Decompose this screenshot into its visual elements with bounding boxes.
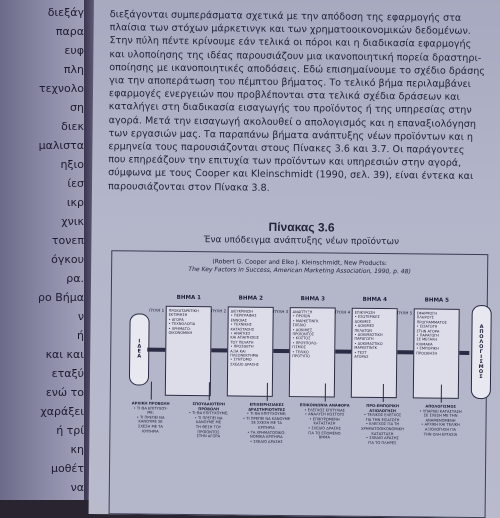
left-page-line: διεξάγ [47, 6, 84, 19]
body-line: Στην πύλη πέντε κρίνουμε εάν τελικά οι πόροι και η διαδικασία εφαρμογής [109, 35, 472, 51]
stage-box [413, 297, 460, 398]
left-page-line: ν [77, 310, 84, 323]
gate-note-title: ΕΠΙΧΕΙΡΗΣΙΑΚΕΣ ΔΡΑΣΤΗΡΙΟΤΗΤΕΣ [248, 402, 286, 412]
gate-note-line: ΣΤΗΝ ΑΓΟΡΑ [196, 434, 221, 439]
stage-line: ΑΞΙΑ ΚΑΙ [230, 349, 246, 354]
stage-line: ΕΝΝΟΙΑΣ [230, 318, 247, 323]
stage-line: ΚΑΙ ΑΠΑΙΤΗΣΕΙΣ [230, 335, 259, 341]
left-page-line: και και [45, 348, 84, 361]
gate-note-line: ΣΕ ΣΧΕΣΗ ΜΕ ΤΗΝ [423, 413, 458, 419]
table-subtitle: Ένα υπόδειγμα ανάπτυξης νέων προϊόντων [203, 235, 400, 248]
left-page-line: ενώ το [45, 386, 84, 399]
gate-connector-line [383, 384, 384, 402]
gate-note-line: ΝΟΜΙΚΑ ΚΡΙΤΗΡΙΑ [250, 434, 283, 440]
left-page [0, 0, 88, 500]
stage-line: ΑΓΟΡΑΣ [354, 354, 369, 359]
stage-line: • ΑΝΑΓΚΕΣ [230, 331, 251, 336]
left-page-line: ση [70, 101, 84, 114]
body-line: και υλοποίησης της ιδέας παρουσιάζουν μια ικανοποιητική πορεία δραστηρι- [109, 48, 482, 64]
oval-letter: Σ [479, 358, 483, 365]
left-page-line: ηξιο [60, 158, 84, 171]
gate-note-line: ΚΑΤΑΣΤΑΣΗ [313, 421, 336, 426]
stage-line: • ΠΕΡΙΓΡΑΦΗΣ [230, 313, 257, 319]
oval-letter: Μ [478, 363, 484, 370]
gate-note-line: • ΣΧΕΔΙΟ ΔΡΑΣΗΣ [307, 426, 341, 431]
stage-line: ΔΙΕΥΚΡΙΝΙΣΗ [230, 309, 253, 314]
gate-note-line: ΓΙΑ ΤΗΝ ΕΙΣΑΓΩΓΗ [365, 417, 400, 423]
body-line: αγορά. Μετά την εισαγωγή ακολουθεί ο απολογισμός και η επαναξιολόγηση [108, 114, 477, 130]
stage-line: • ΤΕΧΝΟΛΟΓΙΑ [168, 322, 196, 327]
gate-note-line: ΑΞΙΟΛΟΓΗΣΗ ΓΙΑ [424, 427, 456, 432]
oval-letter: Ο [479, 333, 484, 340]
gate-note-line: • ΥΠΑΡΧΕΙ ΚΑΤΑΣΤΑΣΗ [419, 409, 462, 414]
stage-line: ΚΑΤΑΣΤΑΣΗΣ [230, 327, 255, 332]
gate-note-line: ΧΡΗΜΑΤΟΟΙΚΟΝΟΜΙΚΗ [361, 426, 404, 432]
stage-flow [129, 283, 490, 383]
left-page-line: ή [77, 329, 84, 342]
gate-note [182, 402, 234, 439]
left-page-line: ίεσ [67, 177, 84, 190]
stage-body [166, 307, 210, 338]
left-page-line: τονεπ [51, 234, 84, 247]
body-line: παρουσιάζονται στον Πίνακα 3.8. [107, 180, 270, 194]
oval-letter: Ο [478, 368, 484, 375]
stage-body [352, 309, 397, 362]
body-line: των εργασιών μας. Τα παραπάνω βήματα ανάπτυξης νέων προϊόντων και η [108, 127, 474, 143]
gate-note-line: ΤΗΝ ΟΛΗ ΕΡΓΑΣΙΑ [423, 432, 458, 437]
gate-note [414, 404, 466, 437]
stage-line: • ΠΡΟΫΠΟΛΟ- [292, 340, 318, 346]
gate-note-line: • ΤΙ ΘΑ ΕΠΙΤΥΧΟΥ- [133, 406, 168, 411]
left-page-line: να [70, 481, 84, 494]
stage-line: • ΣΥΝΤΟΜΟ [230, 357, 252, 363]
gate-note-line: • ΕΠΙΚΥΡΩΜΕΝΗ [309, 417, 340, 422]
gate-note-line: ΤΗ ΘΕΣΗ ΤΟΥ [195, 425, 222, 430]
gate-connector-line [325, 383, 326, 401]
body-line: που επηρεάζουν την επιτυχία των προϊόντων και υπηρεσιών στην αγορά, [108, 154, 462, 170]
stage-line: ΟΙΚΟΝΟΜΙΚΗ [168, 330, 193, 336]
stage-title: ΒΗΜΑ 4 [362, 296, 387, 304]
oval-letter: Γ [479, 348, 483, 355]
gate-note-line: ΠΡΟΪΟΝΤΟΣ [197, 429, 220, 434]
body-line: οποίησης με ικανοποιητικές αποδόσεις. Εδώ επισημαίνουμε το σχέδιο δράσης [109, 61, 486, 77]
stage-line: ΠΡΟΤΥΠΟ [292, 354, 310, 359]
stage-line: • ΠΡΟΣΘΕΤΗ [230, 344, 254, 349]
stage-line: • ΠΑΡΑΓΩΓΗ [416, 333, 439, 338]
left-page-line: ευφ [64, 44, 84, 57]
oval-letter: Ο [479, 343, 484, 350]
gate-note-line: • ΤΕΛΙΚΟΣ ΕΛΕΓΧΟΣ [363, 413, 402, 418]
stage-line: ΠΡΟΚΑΤΑΡΚΤΙΚΗ ΕΚΤΙΜΗΣΗ [168, 308, 199, 318]
gate-note-line: ΜΕ; [147, 410, 155, 415]
gate-label: ΠΥΛΗ 3 [273, 308, 289, 315]
stage-line: • ΠΡΟΪΟΝ [292, 314, 311, 319]
end-oval-review [471, 305, 492, 399]
left-page-line: μοθέτ [50, 462, 84, 475]
gate-note-line: ΚΑΝΟΥΜΕ ΣΕ [138, 419, 163, 425]
gate-note-line: ΑΝΑΜΕΝΟΜΕΝΗ [425, 418, 456, 423]
gate-note [298, 403, 350, 440]
figure-citation [112, 257, 487, 277]
body-line: καταλήγει στη διαδικασία εισαγωγής του προϊόντος ή της υπηρεσίας στην [108, 101, 472, 117]
left-page-line: πλη [63, 63, 84, 76]
stage-line: ΕΠΙΚΥΡΩΣΗ [354, 310, 376, 315]
citation-line-2: The Key Factors in Success, American Marketing Association, 1990, p. 48) [188, 266, 411, 276]
stage-line: • ΔΟΚΙΜΑΣΤΙΚΗ [354, 332, 383, 338]
oval-letter: Ι [138, 338, 141, 345]
gate-note-line: ΓΙΑ ΤΟ ΕΠΟΜΕΝΟ [308, 430, 341, 436]
left-page-line: τεχνολο [38, 82, 84, 95]
gate-note-title: ΕΠΙΚΟΙΝΩΝΙΑ ΑΝΑΦΟΡΑ [299, 403, 350, 408]
stage-line: • ΤΕΧΝΙΚΗΣ [230, 322, 252, 327]
left-page-line: χνικ [61, 215, 84, 228]
left-page-line: διεκ [61, 120, 84, 133]
gate-note-line: ΒΗΜΑ [318, 435, 330, 440]
citation-line-1: (Robert G. Cooper and Elko J. Kleinschmidt, New Products: [212, 258, 387, 268]
stage-line: • ΔΟΚΙΜΕΣ [292, 327, 313, 332]
gate-note-line: ΣΧΕΣΗ ΜΕ ΤΑ [137, 424, 163, 429]
right-page [89, 0, 500, 518]
stage-line: • ΚΟΣΤΟΣ [292, 336, 311, 341]
gate-note-line: • ΤΑ ΧΡΗΜΑΤΟΟΙΚΟ- [247, 430, 286, 435]
stage-line: • ΧΡΗΜΑΤΟ- [168, 326, 192, 331]
gate-connector-line [151, 382, 152, 400]
stage-line: ΣΧΕΔΙΟ [292, 323, 306, 328]
left-page-line: μαλιστα [38, 139, 84, 152]
body-line: ερμηνεία τους παρουσιάζονται στους Πίνακες 3.6 και 3.7. Οι παράγοντες [108, 141, 465, 156]
stage-line: • ΔΟΚΙΜΑΣΤΙΚΟ [354, 341, 383, 346]
body-line: εφαρμογές ενεργειών που προβλέπονται στα τελικά σχέδια δράσεων και [108, 88, 460, 104]
stage-line: ΠΑΡΑΓΩΓΗ [354, 337, 374, 342]
gate-label: ΠΥΛΗ 1 [149, 307, 165, 313]
stage-line: ΠΡΟΪΟΝΤΟΣ [292, 332, 315, 337]
stage-body [290, 308, 335, 361]
gate-note-line: ΚΡΙΤΗΡΙΑ [142, 429, 159, 434]
stage-line: ΕΦΑΡΜΟΓΗ [416, 311, 438, 316]
stage-line: • ΤΕΣΤ [354, 350, 367, 355]
gate-note-title: ΠΡΟ-ΕΜΠΟΡΙΚΗ ΑΞΙΟΛΟΓΗΣΗ [366, 403, 400, 413]
stage-line: ΓΙΣΜΟΣ [292, 345, 306, 350]
oval-letter: Λ [479, 338, 484, 345]
body-line: πλαίσια των στόχων μάρκετινγκ και των χρηματοοικονομικών δεδομένων. [109, 22, 471, 38]
stage-line: • ΕΜΠΟΡΙΚΗ [416, 346, 439, 351]
stage-body [228, 307, 273, 369]
stage-title: ΒΗΜΑ 1 [176, 294, 201, 302]
stage-line: ΔΟΚΙΜΕΣ [354, 319, 371, 324]
body-paragraph [108, 8, 490, 197]
stage-line: ΠΛΗΡΟΥΣ [416, 315, 434, 320]
oval-letter: Ι [480, 353, 483, 360]
left-page-line: ρο Βήμα [38, 291, 84, 304]
oval-letter: Α [479, 323, 484, 330]
gate-note-line: • ΤΙ ΠΡΕΠΕΙ ΝΑ ΚΑΝΟΥΜΕ [242, 416, 291, 421]
left-page-line: όγκου [51, 253, 84, 266]
stage-line: ΣΧΕΔΙΟ ΔΡΑΣΗΣ [230, 362, 259, 367]
stage-line: ΠΛΕΟΝΕΚΤΗΜΑ [230, 353, 259, 358]
left-page-line: ικρ [66, 196, 84, 209]
gate-note-line: ΚΡΙΤΗΡΙΑ [258, 425, 275, 430]
left-page-line: κη [70, 443, 84, 456]
stage-line: ΜΑΡΚΕΤΙΝΓΚ [354, 345, 377, 351]
gate-note [240, 403, 292, 445]
stage-box [351, 296, 398, 398]
gate-connector-line [441, 385, 442, 403]
oval-letter: Α [137, 353, 142, 360]
gate-note-line: • ΤΙ ΠΡΕΠΕΙ ΝΑ [136, 415, 165, 420]
oval-letter: Π [479, 328, 484, 335]
stage-title: ΒΗΜΑ 3 [300, 296, 325, 303]
left-page-line: παρα [55, 25, 84, 38]
stage-line: ΣΕ ΜΕΓΑΛΗ [416, 337, 438, 343]
stage-line: ΠΕΛΑΤΩΝ [354, 328, 373, 333]
stage-line: ΚΛΙΜΑΚΑ [416, 342, 433, 347]
stage-title: ΒΗΜΑ 5 [424, 297, 449, 304]
stage-line: ΠΡΟΓΡΑΜΜΑΤΟΣ [416, 320, 447, 325]
gate-note-line: • ΣΧΕΔΙΟ ΔΡΑΣΗΣ [365, 436, 399, 441]
stage-line: • ΑΓΟΡΑ [168, 317, 184, 322]
gate-label: ΠΥΛΗ 5 [397, 310, 413, 316]
gate-note-line: • ΕΛΕΓΧΟΣ ΓΙΑ ΤΗ [365, 422, 400, 427]
left-page-line: ρα. [66, 272, 84, 285]
gate-connector-line [267, 383, 268, 401]
stage-line: • ΕΣΩΤΕΡΙΚΕΣ [354, 315, 380, 320]
oval-letter: Ε [137, 348, 141, 355]
stage-line: ΤΟΥ ΠΕΛΑΤΗ [230, 340, 254, 345]
gate-note-line: ΚΑΝΟΥΜΕ ΜΕ [195, 420, 222, 425]
body-line: διεξάγονται συμπεράσματα σχετικά με την απόδοση της εφαρμογής στα [109, 9, 462, 24]
gate-note-line: • ΑΝΑΛΥΣΗ ΚΟΣΤΟΥΣ [304, 412, 345, 417]
gate-note-title: ΑΠΟΛΟΓΙΣΜΟΣ [425, 404, 457, 409]
gate-note-line: • ΤΙ ΠΡΕΠΕΙ ΝΑ [194, 415, 223, 421]
gate-note-line: ΓΙΑ ΤΟ ΠΛΗΡΕΣ [368, 440, 397, 445]
gate-label: ΠΥΛΗ 4 [335, 309, 351, 315]
stage-line: • ΜΑΡΚΕΤΙΝΓΚ [292, 318, 319, 324]
body-line: σύμφωνα με τους Cooper και Kleinschmidt (1990, σελ. 39), είναι έντεκα και [108, 167, 474, 183]
left-page-line: χαράξει [40, 405, 84, 418]
gate-note-line: • ΑΡΧΙΚΗ ΚΑΙ ΤΕΛΙΚΗ [421, 422, 460, 428]
table-title: Πίνακας 3.6 [268, 219, 335, 235]
stage-box [165, 294, 212, 396]
gate-note-title: ΣΠΟΥΔΑΙΟΤΕΡΗ ΠΡΟΒΟΛΗ [192, 402, 225, 411]
gate-note-line: ΣΕ ΣΧΕΣΗ ΜΕ ΤΑ [251, 421, 282, 426]
body-line: για την αποπεράτωση του πέμπτου βήματος. Το τελικό βήμα περιλαμβάνει [109, 75, 471, 90]
stage-line: ΣΤΗΝ ΑΓΟΡΑ [416, 329, 440, 334]
stage-body [414, 309, 459, 358]
gate-note-line: ΚΑΤΑΣΤΑΣΗ [371, 431, 394, 436]
stage-line: • ΕΙΣΑΓΩΓΗ [416, 324, 438, 329]
gate-note [356, 404, 408, 446]
left-page-line: εταξύ [51, 367, 84, 380]
stage-line: ΠΡΟΩΘΗΣΗ [416, 351, 438, 356]
stage-box [289, 296, 336, 397]
gate-note-line: • ΤΙ ΘΑ ΕΠΙΤΥΧΟΥΜΕ; [188, 411, 229, 416]
stage-line: • ΔΟΚΙΜΕΣ [354, 323, 375, 329]
stage-title: ΒΗΜΑ 2 [238, 295, 263, 302]
gate-note-line: • ΣΧΕΔΙΟ ΔΡΑΣΗΣ [249, 439, 283, 444]
oval-letter: Σ [479, 373, 483, 380]
oval-letter: Δ [137, 343, 142, 350]
stage-line: ΑΝΑΠΤΥΞΗ [292, 310, 313, 315]
gate-note-title: ΑΡΧΙΚΗ ΠΡΟΒΟΛΗ [131, 401, 170, 406]
gate-connector-line [209, 382, 210, 400]
gate-note-line: • ΕΛΕΓΧΟΣ ΕΠΙΤΥΧΙΑΣ [304, 407, 346, 413]
gate-note [124, 401, 176, 434]
gate-note-line: • ΤΙ ΘΑ ΕΠΙΤΥΧΟΥΜΕ; [246, 411, 287, 417]
figure-diagram [109, 250, 489, 518]
gate-label: ΠΥΛΗ 2 [211, 308, 227, 314]
left-page-line: ή τρί [56, 424, 84, 437]
stage-line: • ΤΕΛΙΚΟ [292, 349, 309, 354]
